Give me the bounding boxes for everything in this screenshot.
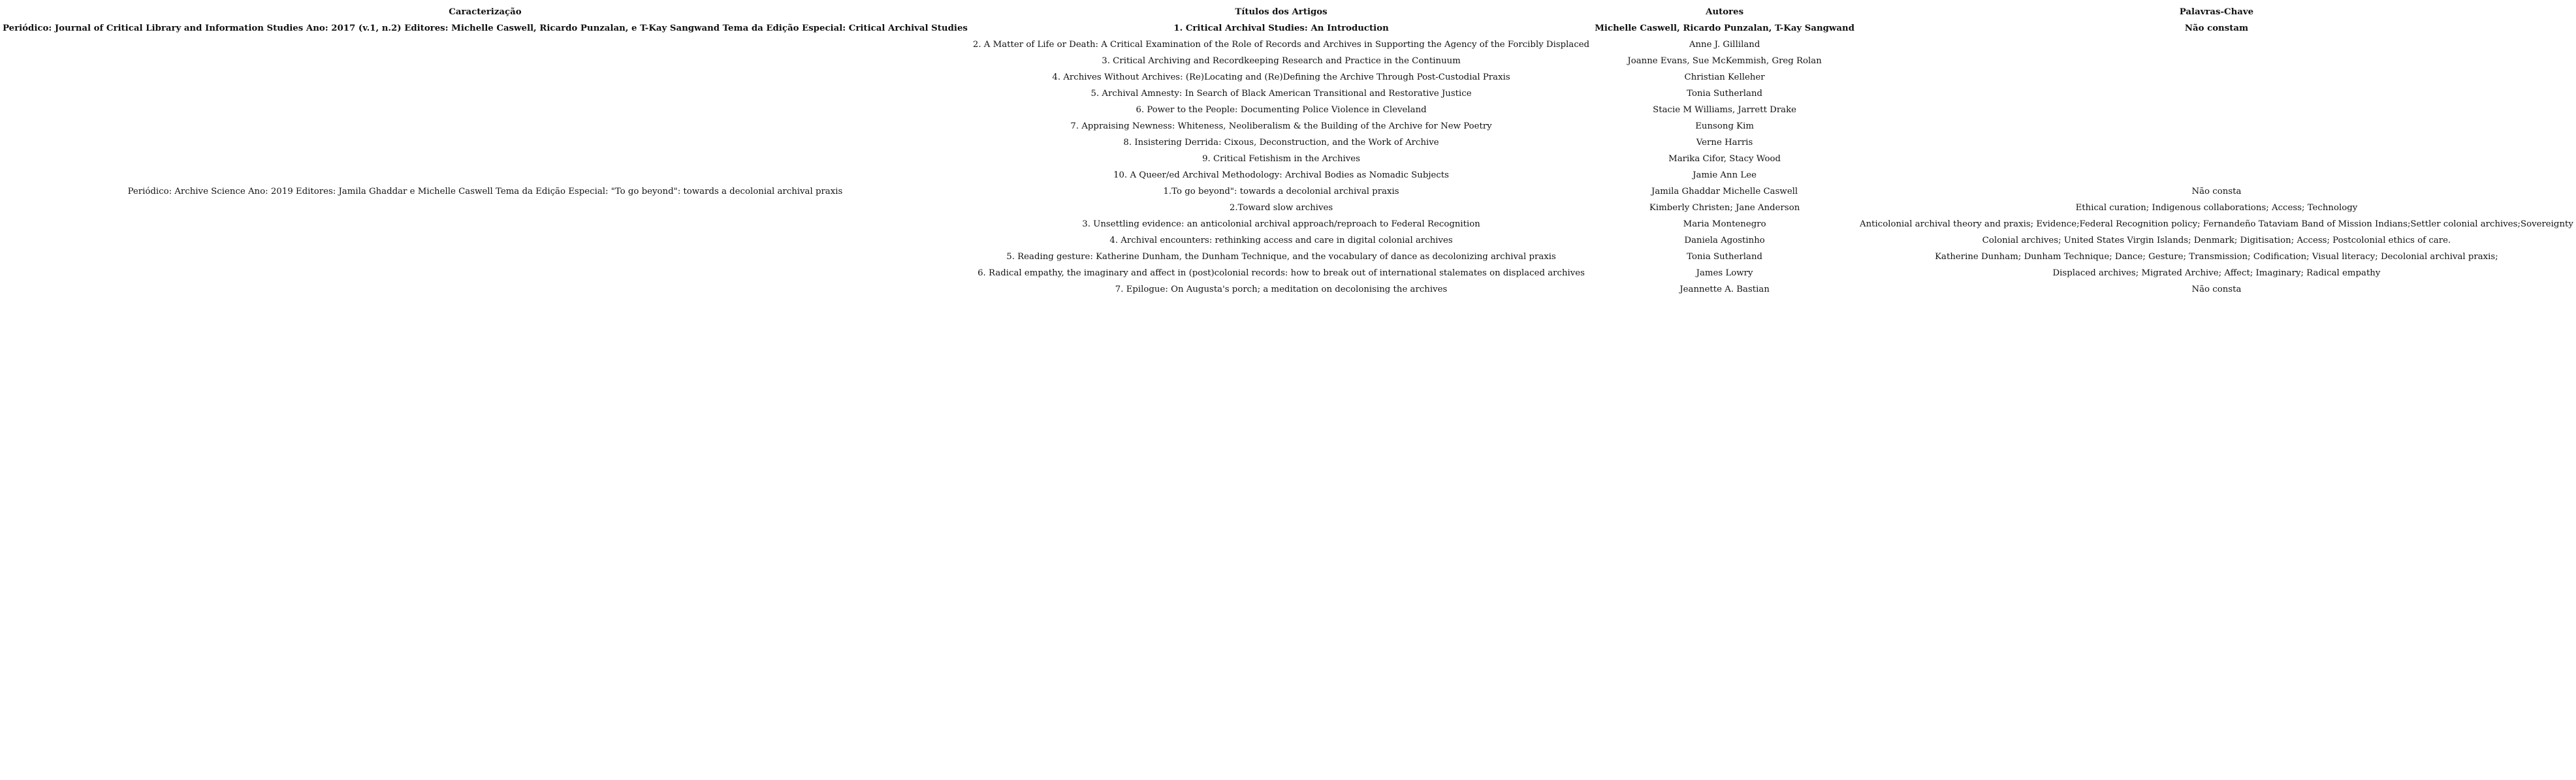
empty-cell (0, 265, 970, 281)
empty-cell (0, 216, 970, 232)
table-row (0, 53, 2576, 69)
article-authors: Verne Harris (1696, 138, 1753, 148)
table-row (0, 183, 2576, 200)
article-keywords: Anticolonial archival theory and praxis; Evidence;Federal Recognition policy; Fernandeño Tataviam Band of Mission Indians;Settler colonial archives;Sovereignty (1860, 219, 2573, 229)
article-title: 10. A Queer/ed Archival Methodology: Archival Bodies as Nomadic Subjects (1113, 170, 1449, 180)
empty-cell (0, 53, 970, 69)
article-keywords: Não consta (2191, 187, 2242, 196)
table-row (0, 200, 2576, 216)
article-title: 9. Critical Fetishism in the Archives (1202, 154, 1360, 164)
article-title: 2.Toward slow archives (1229, 203, 1333, 213)
header-palavras-chave: Palavras-Chave (2179, 7, 2254, 17)
header-caracterizacao: Caracterização (449, 7, 522, 17)
empty-cell (1857, 37, 2576, 53)
empty-cell (0, 200, 970, 216)
empty-cell (0, 134, 970, 151)
article-keywords: Colonial archives; United States Virgin Islands; Denmark; Digitisation; Access; Postcolonial ethics of care. (1982, 236, 2451, 245)
empty-cell (1857, 134, 2576, 151)
article-title: 1.To go beyond": towards a decolonial archival praxis (1163, 187, 1399, 196)
empty-cell (1857, 86, 2576, 102)
empty-cell (0, 281, 970, 298)
table-row (0, 249, 2576, 265)
empty-cell (0, 118, 970, 134)
table-row (0, 86, 2576, 102)
article-title: 5. Reading gesture: Katherine Dunham, the Dunham Technique, and the vocabulary of dance as decolonizing archival praxis (1006, 252, 1556, 262)
table-row (0, 167, 2576, 183)
article-title: 6. Power to the People: Documenting Police Violence in Cleveland (1136, 105, 1427, 115)
article-title: 4. Archives Without Archives: (Re)Locating and (Re)Defining the Archive Through Post-Custodial Praxis (1052, 72, 1510, 82)
empty-cell (1857, 69, 2576, 86)
article-authors: James Lowry (1696, 268, 1753, 278)
empty-cell (0, 69, 970, 86)
article-authors: Joanne Evans, Sue McKemmish, Greg Rolan (1627, 56, 1822, 66)
table-row (0, 118, 2576, 134)
empty-cell (1857, 102, 2576, 118)
article-authors: Daniela Agostinho (1684, 236, 1765, 245)
table-row (0, 37, 2576, 53)
article-authors: Maria Montenegro (1683, 219, 1766, 229)
empty-cell (0, 37, 970, 53)
article-title: 5. Archival Amnesty: In Search of Black American Transitional and Restorative Justice (1090, 89, 1472, 99)
article-keywords: Ethical curation; Indigenous collaborations; Access; Technology (2075, 203, 2358, 213)
article-authors: Jeannette A. Bastian (1679, 285, 1770, 294)
articles-table (0, 4, 2576, 298)
article-title: 8. Insistering Derrida: Cixous, Deconstruction, and the Work of Archive (1123, 138, 1439, 148)
header-titulos: Títulos dos Artigos (1235, 7, 1328, 17)
table-row (0, 232, 2576, 249)
empty-cell (1857, 151, 2576, 167)
header-row (0, 4, 2576, 20)
table-row (0, 151, 2576, 167)
article-keywords: Não consta (2191, 285, 2242, 294)
article-keywords: Displaced archives; Migrated Archive; Affect; Imaginary; Radical empathy (2052, 268, 2381, 278)
header-autores: Autores (1706, 7, 1744, 17)
article-authors: Michelle Caswell, Ricardo Punzalan, T-Kay Sangwand (1595, 23, 1854, 33)
article-title: 7. Appraising Newness: Whiteness, Neoliberalism & the Building of the Archive for New Poetry (1070, 121, 1492, 131)
empty-cell (0, 249, 970, 265)
table-row (0, 216, 2576, 232)
table-row (0, 134, 2576, 151)
article-title: 3. Unsettling evidence: an anticolonial archival approach/reproach to Federal Recognition (1082, 219, 1480, 229)
article-keywords: Katherine Dunham; Dunham Technique; Dance; Gesture; Transmission; Codification; Visual literacy; Decolonial archival praxis; (1935, 252, 2498, 262)
empty-cell (1857, 53, 2576, 69)
table-row (0, 69, 2576, 86)
article-title: 6. Radical empathy, the imaginary and affect in (post)colonial records: how to break out of international stalemates on displaced archives (978, 268, 1585, 278)
article-authors: Kimberly Christen; Jane Anderson (1649, 203, 1800, 213)
empty-cell (0, 102, 970, 118)
article-keywords: Não constam (2184, 23, 2249, 33)
article-authors: Anne J. Gilliland (1689, 40, 1760, 50)
table-row (0, 265, 2576, 281)
table-row (0, 20, 2576, 37)
article-authors: Tonia Sutherland (1687, 252, 1763, 262)
article-title: 1. Critical Archival Studies: An Introduction (1173, 23, 1389, 33)
article-title: 3. Critical Archiving and Recordkeeping Research and Practice in the Continuum (1102, 56, 1461, 66)
empty-cell (0, 167, 970, 183)
article-title: 4. Archival encounters: rethinking access and care in digital colonial archives (1109, 236, 1453, 245)
empty-cell (0, 232, 970, 249)
table-row (0, 102, 2576, 118)
empty-cell (0, 86, 970, 102)
table-row (0, 281, 2576, 298)
article-authors: Christian Kelleher (1684, 72, 1765, 82)
article-authors: Jamie Ann Lee (1693, 170, 1757, 180)
article-authors: Jamila Ghaddar Michelle Caswell (1651, 187, 1798, 196)
caracterizacao-archive-science: Periódico: Archive Science Ano: 2019 Editores: Jamila Ghaddar e Michelle Caswell Tema da Edição Especial: "To go beyond": towards a decolonial archival praxis (127, 187, 843, 196)
empty-cell (1857, 167, 2576, 183)
article-authors: Marika Cifor, Stacy Wood (1668, 154, 1781, 164)
empty-cell (1857, 118, 2576, 134)
article-title: 2. A Matter of Life or Death: A Critical Examination of the Role of Records and Archives in Supporting the Agency of the Forcibly Displaced (972, 40, 1590, 50)
article-authors: Eunsong Kim (1695, 121, 1754, 131)
caracterizacao-journal-critical-library: Periódico: Journal of Critical Library and Information Studies Ano: 2017 (v.1, n.2) Editores: Michelle Caswell, Ricardo Punzalan, e T-Kay Sangwand Tema da Edição Especial: Critical Archival Studies (3, 23, 968, 33)
article-title: 7. Epilogue: On Augusta's porch; a meditation on decolonising the archives (1115, 285, 1448, 294)
article-authors: Tonia Sutherland (1687, 89, 1763, 99)
article-authors: Stacie M Williams, Jarrett Drake (1653, 105, 1797, 115)
empty-cell (0, 151, 970, 167)
